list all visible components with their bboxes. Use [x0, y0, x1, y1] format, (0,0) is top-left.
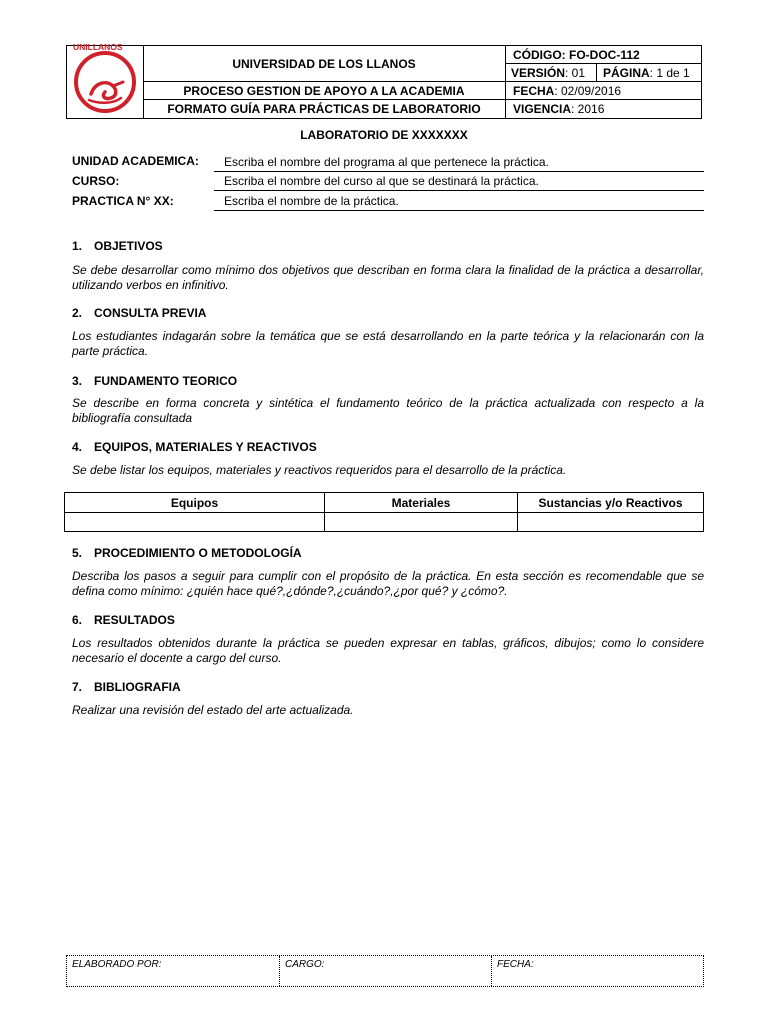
section-body-procedimiento: Describa los pasos a seguir para cumplir con el propósito de la práctica. En esta sección es recomendable que se defina como mínimo: ¿quién hace qué?,¿dónde?,¿cuándo?,¿por qué? y ¿cómo?. — [72, 569, 704, 598]
footer-fecha-label: FECHA: — [497, 959, 534, 970]
section-body-bibliografia: Realizar una revisión del estado del arte actualizada. — [72, 703, 354, 717]
section-title-resultados: 6. RESULTADOS — [72, 613, 175, 627]
validity-field — [513, 100, 701, 118]
section-body-fundamento: Se describe en forma concreta y sintética el fundamento teórico de la práctica actualizada con respecto a la bibliografía consultada — [72, 396, 704, 425]
section-title-bibliografia: 7. BIBLIOGRAFIA — [72, 680, 181, 694]
document-header — [66, 42, 702, 119]
version-label: VERSIÓN — [511, 65, 566, 80]
version-value: : 01 — [565, 65, 586, 80]
university-name: UNIVERSIDAD DE LOS LLANOS — [232, 56, 416, 71]
section-body-consulta-previa: Los estudiantes indagarán sobre la temática que se está desarrollando en la parte teórica y la relacionarán con la parte práctica. — [72, 329, 704, 358]
section-title-consulta-previa: 2. CONSULTA PREVIA — [72, 306, 207, 320]
page-label: PÁGINA — [603, 65, 650, 80]
version-field — [511, 64, 596, 81]
curso-label: CURSO: — [72, 174, 120, 188]
practica-underline — [214, 210, 704, 211]
practica-label: PRACTICA N° XX: — [72, 194, 174, 208]
curso-underline — [214, 190, 704, 191]
validity-label: VIGENCIA — [513, 102, 572, 116]
page-field — [603, 64, 701, 81]
table-header-equipos: Equipos — [170, 495, 219, 510]
signature-footer — [66, 955, 704, 987]
section-title-objetivos: 1. OBJETIVOS — [72, 239, 163, 253]
section-body-equipos: Se debe listar los equipos, materiales y reactivos requeridos para el desarrollo de la práctica. — [72, 463, 567, 477]
table-cell-materiales[interactable] — [325, 513, 517, 531]
unidad-underline — [214, 171, 704, 172]
format-name: FORMATO GUÍA PARA PRÁCTICAS DE LABORATORIO — [167, 102, 481, 116]
document-code: CÓDIGO: FO-DOC-112 — [513, 47, 640, 62]
unidad-value[interactable]: Escriba el nombre del programa al que pertenece la práctica. — [224, 155, 549, 169]
table-cell-equipos[interactable] — [65, 513, 324, 531]
section-body-resultados: Los resultados obtenidos durante la práctica se pueden expresar en tablas, gráficos, dibujos; como lo considere necesario el docente a cargo del curso. — [72, 636, 704, 665]
section-title-fundamento: 3. FUNDAMENTO TEORICO — [72, 374, 238, 388]
process-name: PROCESO GESTION DE APOYO A LA ACADEMIA — [183, 83, 465, 98]
date-value: : 02/09/2016 — [554, 83, 622, 98]
equipment-table — [64, 492, 704, 532]
date-field — [513, 82, 701, 99]
table-header-sustancias: Sustancias y/o Reactivos — [538, 495, 683, 510]
curso-value[interactable]: Escriba el nombre del curso al que se destinará la práctica. — [224, 174, 539, 188]
footer-elaborado-label: ELABORADO POR: — [72, 959, 162, 970]
unidad-label: UNIDAD ACADEMICA: — [72, 154, 199, 168]
practica-value[interactable]: Escriba el nombre de la práctica. — [224, 194, 399, 208]
date-label: FECHA — [513, 83, 555, 98]
page-value: : 1 de 1 — [649, 65, 690, 80]
lab-title: LABORATORIO DE XXXXXXX — [300, 128, 468, 142]
validity-value: : 2016 — [571, 102, 605, 116]
university-logo — [67, 42, 144, 118]
section-body-objetivos: Se debe desarrollar como mínimo dos objetivos que describan en forma clara la finalidad de la práctica a desarrollar, utilizando verbos en infinitivo. — [72, 263, 704, 292]
table-header-materiales: Materiales — [391, 495, 451, 510]
table-cell-sustancias[interactable] — [518, 513, 703, 531]
logo-text: UNILLANOS — [73, 42, 123, 52]
footer-cargo-label: CARGO: — [285, 959, 325, 970]
section-title-procedimiento: 5. PROCEDIMIENTO O METODOLOGÍA — [72, 546, 302, 560]
unillanos-logo-icon — [73, 42, 137, 114]
section-title-equipos: 4. EQUIPOS, MATERIALES Y REACTIVOS — [72, 440, 317, 454]
